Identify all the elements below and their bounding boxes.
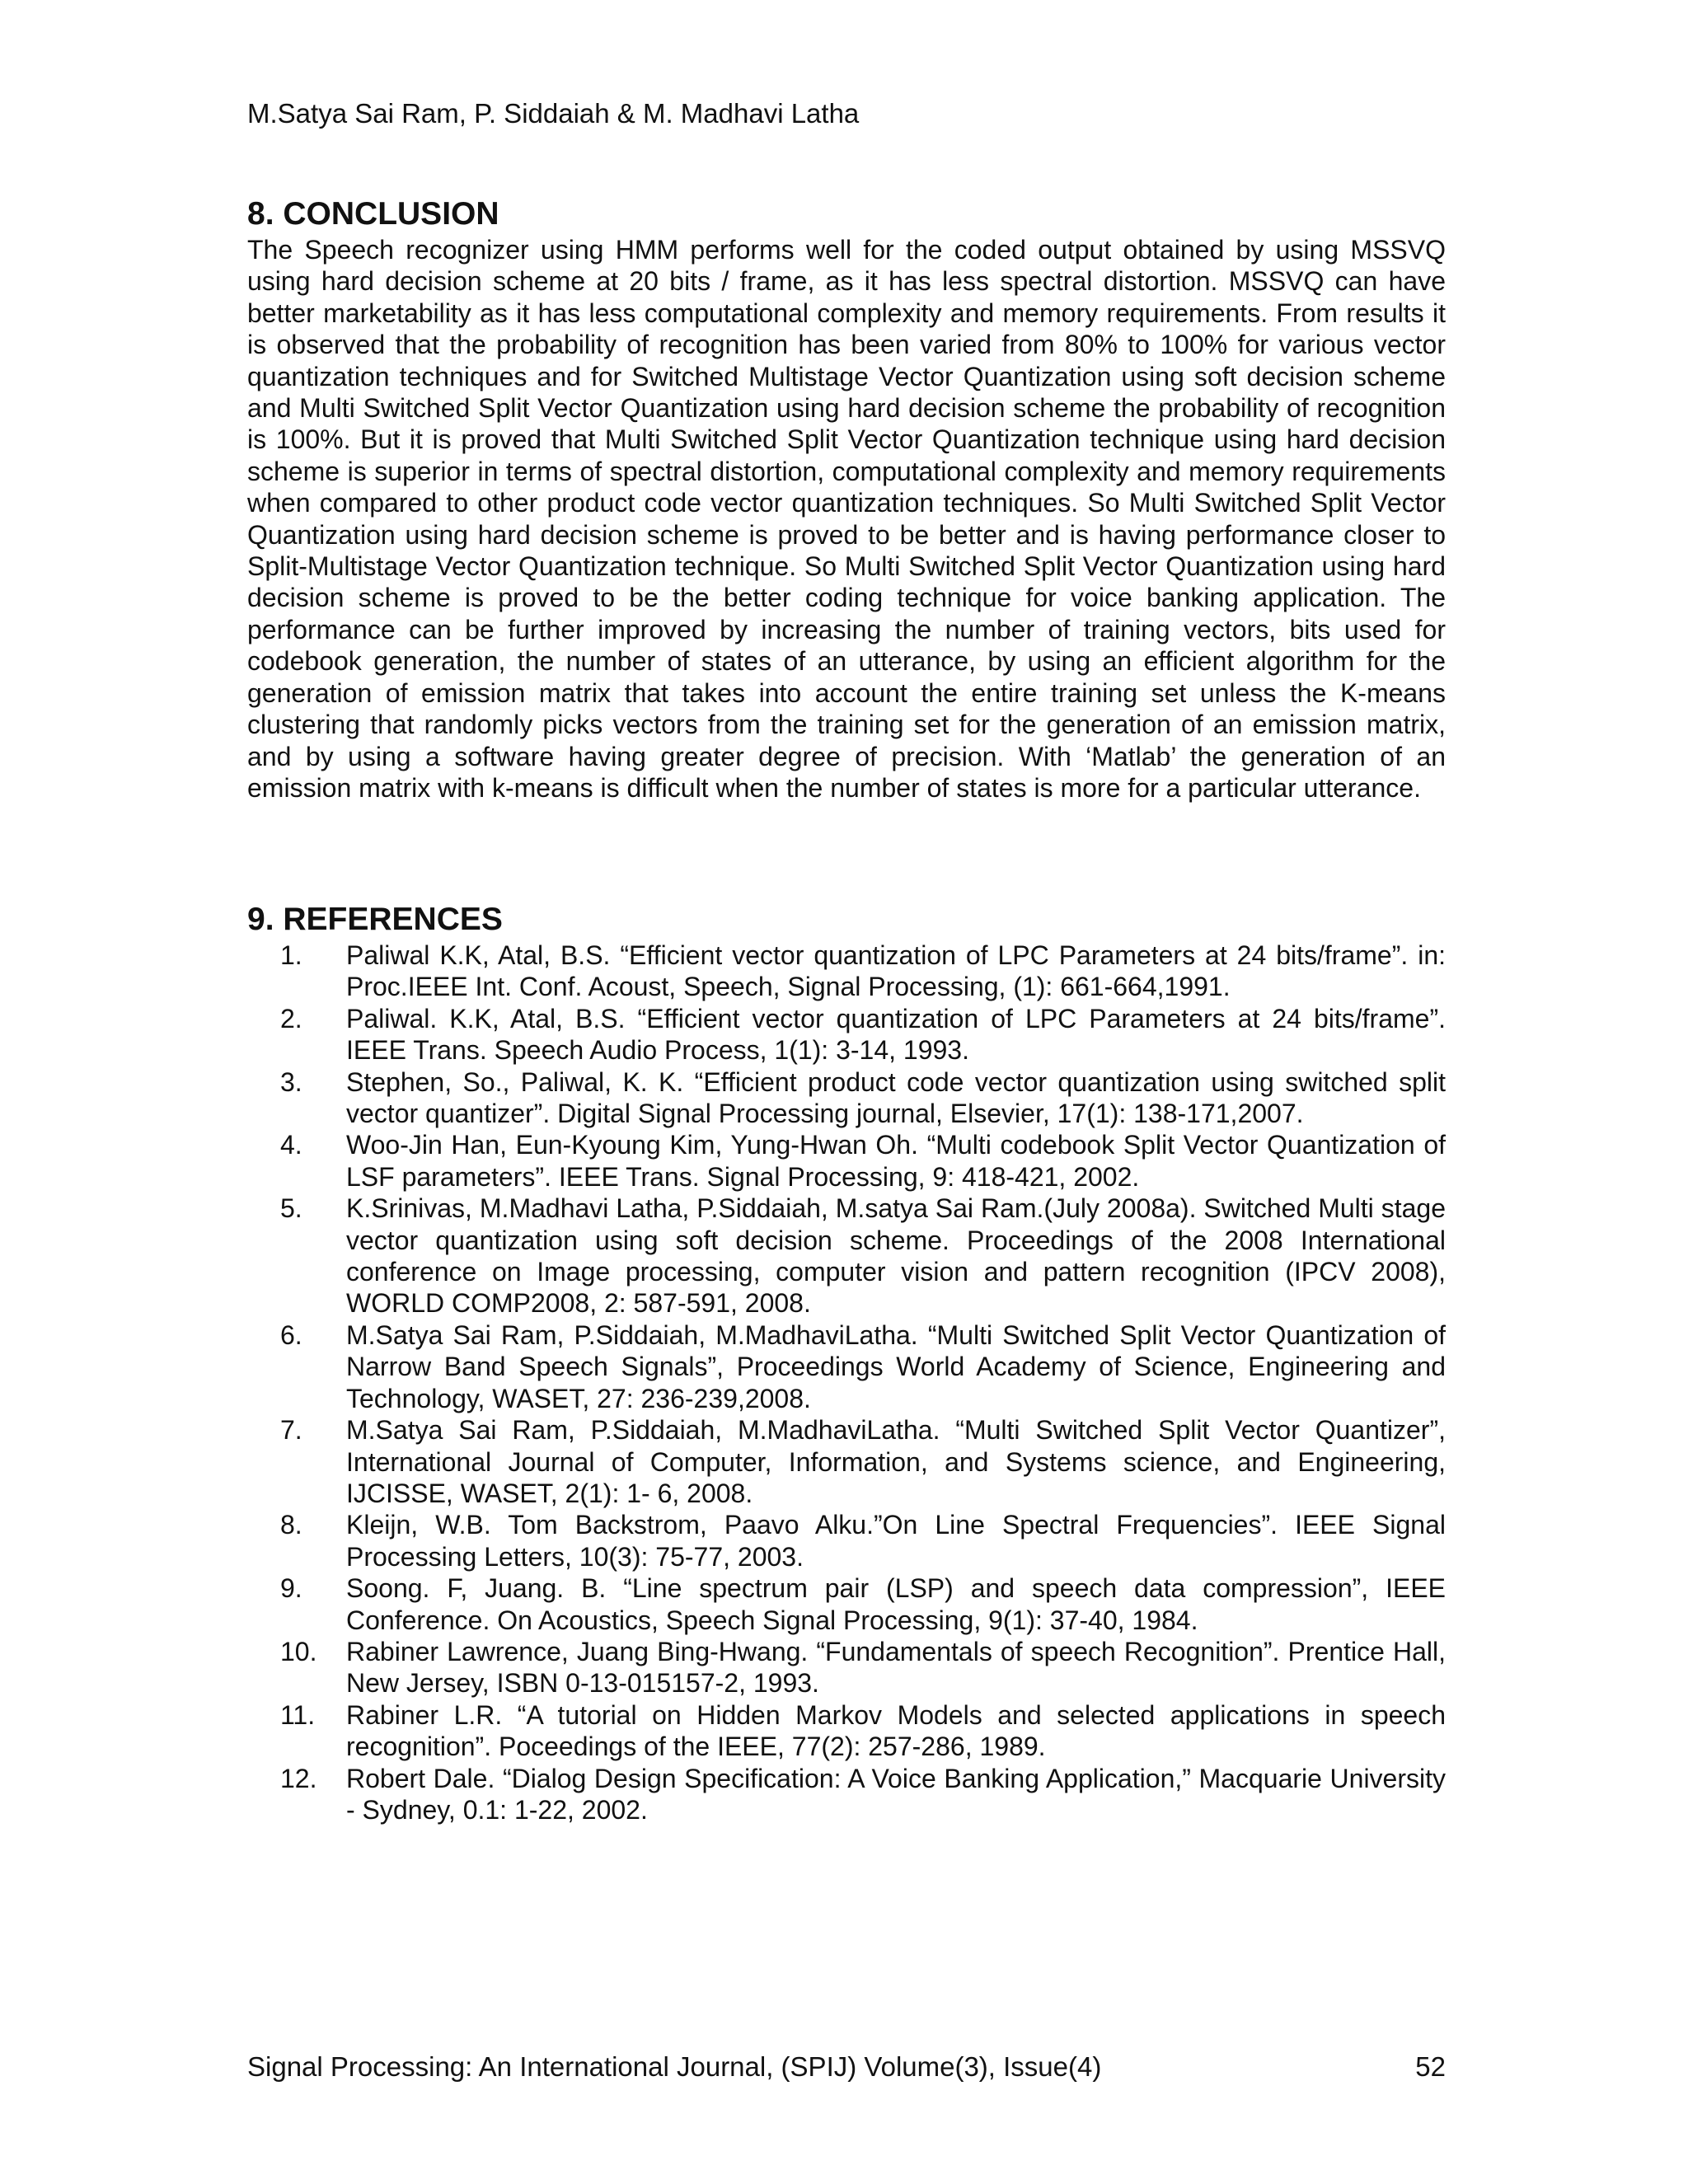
reference-text: Paliwal. K.K, Atal, B.S. “Efficient vector quantization of LPC Parameters at 24 bits/frame”. IEEE Trans. Speech Audio Process, 1(1): 3-14, 1993. <box>346 1003 1446 1066</box>
reference-number: 12. <box>280 1763 317 1793</box>
conclusion-heading: 8. CONCLUSION <box>247 196 499 232</box>
reference-text: K.Srinivas, M.Madhavi Latha, P.Siddaiah, M.satya Sai Ram.(July 2008a). Switched Multi stage vector quantization using soft decision scheme. Proceedings of the 2008 International conference on Image processing, computer vision and pattern recognition (IPCV 2008), WORLD COMP2008, 2: 587-591, 2008. <box>346 1193 1446 1319</box>
reference-text: Woo-Jin Han, Eun-Kyoung Kim, Yung-Hwan Oh. “Multi codebook Split Vector Quantization of LSF parameters”. IEEE Trans. Signal Processing, 9: 418-421, 2002. <box>346 1130 1446 1192</box>
reference-item-9 <box>247 1572 1446 1636</box>
reference-item-10 <box>247 1636 1446 1699</box>
running-head-authors: M.Satya Sai Ram, P. Siddaiah & M. Madhavi Latha <box>247 98 860 129</box>
conclusion-paragraph: The Speech recognizer using HMM performs well for the coded output obtained by using MSSVQ using hard decision scheme at 20 bits / frame, as it has less spectral distortion. MSSVQ can have better marketability as it has less computational complexity and memory requirements. From results it is observed that the probability of recognition has been varied from 80% to 100% for various vector quantization techniques and for Switched Multistage Vector Quantization using soft decision scheme and Multi Switched Split Vector Quantization using hard decision scheme the probability of recognition is 100%. But it is proved that Multi Switched Split Vector Quantization technique using hard decision scheme is superior in terms of spectral distortion, computational complexity and memory requirements when compared to other product code vector quantization techniques. So Multi Switched Split Vector Quantization using hard decision scheme is proved to be better and is having performance closer to Split-Multistage Vector Quantization technique. So Multi Switched Split Vector Quantization using hard decision scheme is proved to be the better coding technique for voice banking application. The performance can be further improved by increasing the number of training vectors, bits used for codebook generation, the number of states of an utterance, by using an efficient algorithm for the generation of emission matrix that takes into account the entire training set unless the K-means clustering that randomly picks vectors from the training set for the generation of an emission matrix, and by using a software having greater degree of precision. With ‘Matlab’ the generation of an emission matrix with k-means is difficult when the number of states is more for a particular utterance. <box>247 235 1446 803</box>
reference-number: 9. <box>280 1573 302 1604</box>
reference-number: 10. <box>280 1636 317 1666</box>
reference-number: 11. <box>280 1699 316 1730</box>
reference-number: 6. <box>280 1319 302 1350</box>
reference-text: Rabiner Lawrence, Juang Bing-Hwang. “Fundamentals of speech Recognition”. Prentice Hall, New Jersey, ISBN 0-13-015157-2, 1993. <box>346 1636 1446 1699</box>
page-number: 52 <box>1415 2051 1446 2082</box>
reference-item-7 <box>247 1414 1446 1509</box>
reference-item-3 <box>247 1066 1446 1130</box>
reference-item-11 <box>247 1699 1446 1763</box>
reference-item-1 <box>247 940 1446 1003</box>
reference-item-8 <box>247 1509 1446 1572</box>
references-heading: 9. REFERENCES <box>247 902 503 937</box>
reference-number: 2. <box>280 1003 302 1033</box>
reference-number: 7. <box>280 1415 302 1446</box>
reference-item-12 <box>247 1763 1446 1826</box>
reference-number: 8. <box>280 1510 302 1540</box>
reference-number: 4. <box>280 1130 302 1160</box>
reference-text: Rabiner L.R. “A tutorial on Hidden Markov Models and selected applications in speech recognition”. Poceedings of the IEEE, 77(2): 257-286, 1989. <box>346 1699 1446 1762</box>
reference-text: Stephen, So., Paliwal, K. K. “Efficient product code vector quantization using switched split vector quantizer”. Digital Signal Processing journal, Elsevier, 17(1): 138-171,2007. <box>346 1066 1446 1129</box>
reference-text: M.Satya Sai Ram, P.Siddaiah, M.MadhaviLatha. “Multi Switched Split Vector Quantization of Narrow Band Speech Signals”, Proceedings World Academy of Science, Engineering and Technology, WASET, 27: 236-239,2008. <box>346 1319 1446 1413</box>
reference-text: Soong. F, Juang. B. “Line spectrum pair (LSP) and speech data compression”, IEEE Conference. On Acoustics, Speech Signal Processing, 9(1): 37-40, 1984. <box>346 1573 1446 1635</box>
reference-text: Kleijn, W.B. Tom Backstrom, Paavo Alku.”On Line Spectral Frequencies”. IEEE Signal Processing Letters, 10(3): 75-77, 2003. <box>346 1510 1446 1572</box>
reference-item-6 <box>247 1319 1446 1414</box>
footer-journal-citation: Signal Processing: An International Journal, (SPIJ) Volume(3), Issue(4) <box>247 2051 1102 2082</box>
reference-number: 5. <box>280 1193 302 1224</box>
reference-item-2 <box>247 1003 1446 1066</box>
references-section <box>247 900 1446 1825</box>
reference-number: 3. <box>280 1066 302 1097</box>
reference-number: 1. <box>280 940 302 970</box>
reference-list <box>247 940 1446 1825</box>
reference-text: Paliwal K.K, Atal, B.S. “Efficient vector quantization of LPC Parameters at 24 bits/frame”. in: Proc.IEEE Int. Conf. Acoust, Speech, Signal Processing, (1): 661-664,1991. <box>346 940 1446 1002</box>
reference-item-4 <box>247 1129 1446 1193</box>
page-footer <box>247 2050 1446 2083</box>
reference-text: Robert Dale. “Dialog Design Specification: A Voice Banking Application,” Macquarie University - Sydney, 0.1: 1-22, 2002. <box>346 1763 1446 1825</box>
conclusion-section <box>247 194 1446 804</box>
reference-item-5 <box>247 1193 1446 1319</box>
reference-text: M.Satya Sai Ram, P.Siddaiah, M.MadhaviLatha. “Multi Switched Split Vector Quantizer”, International Journal of Computer, Information, and Systems science, and Engineering, IJCISSE, WASET, 2(1): 1- 6, 2008. <box>346 1415 1446 1508</box>
